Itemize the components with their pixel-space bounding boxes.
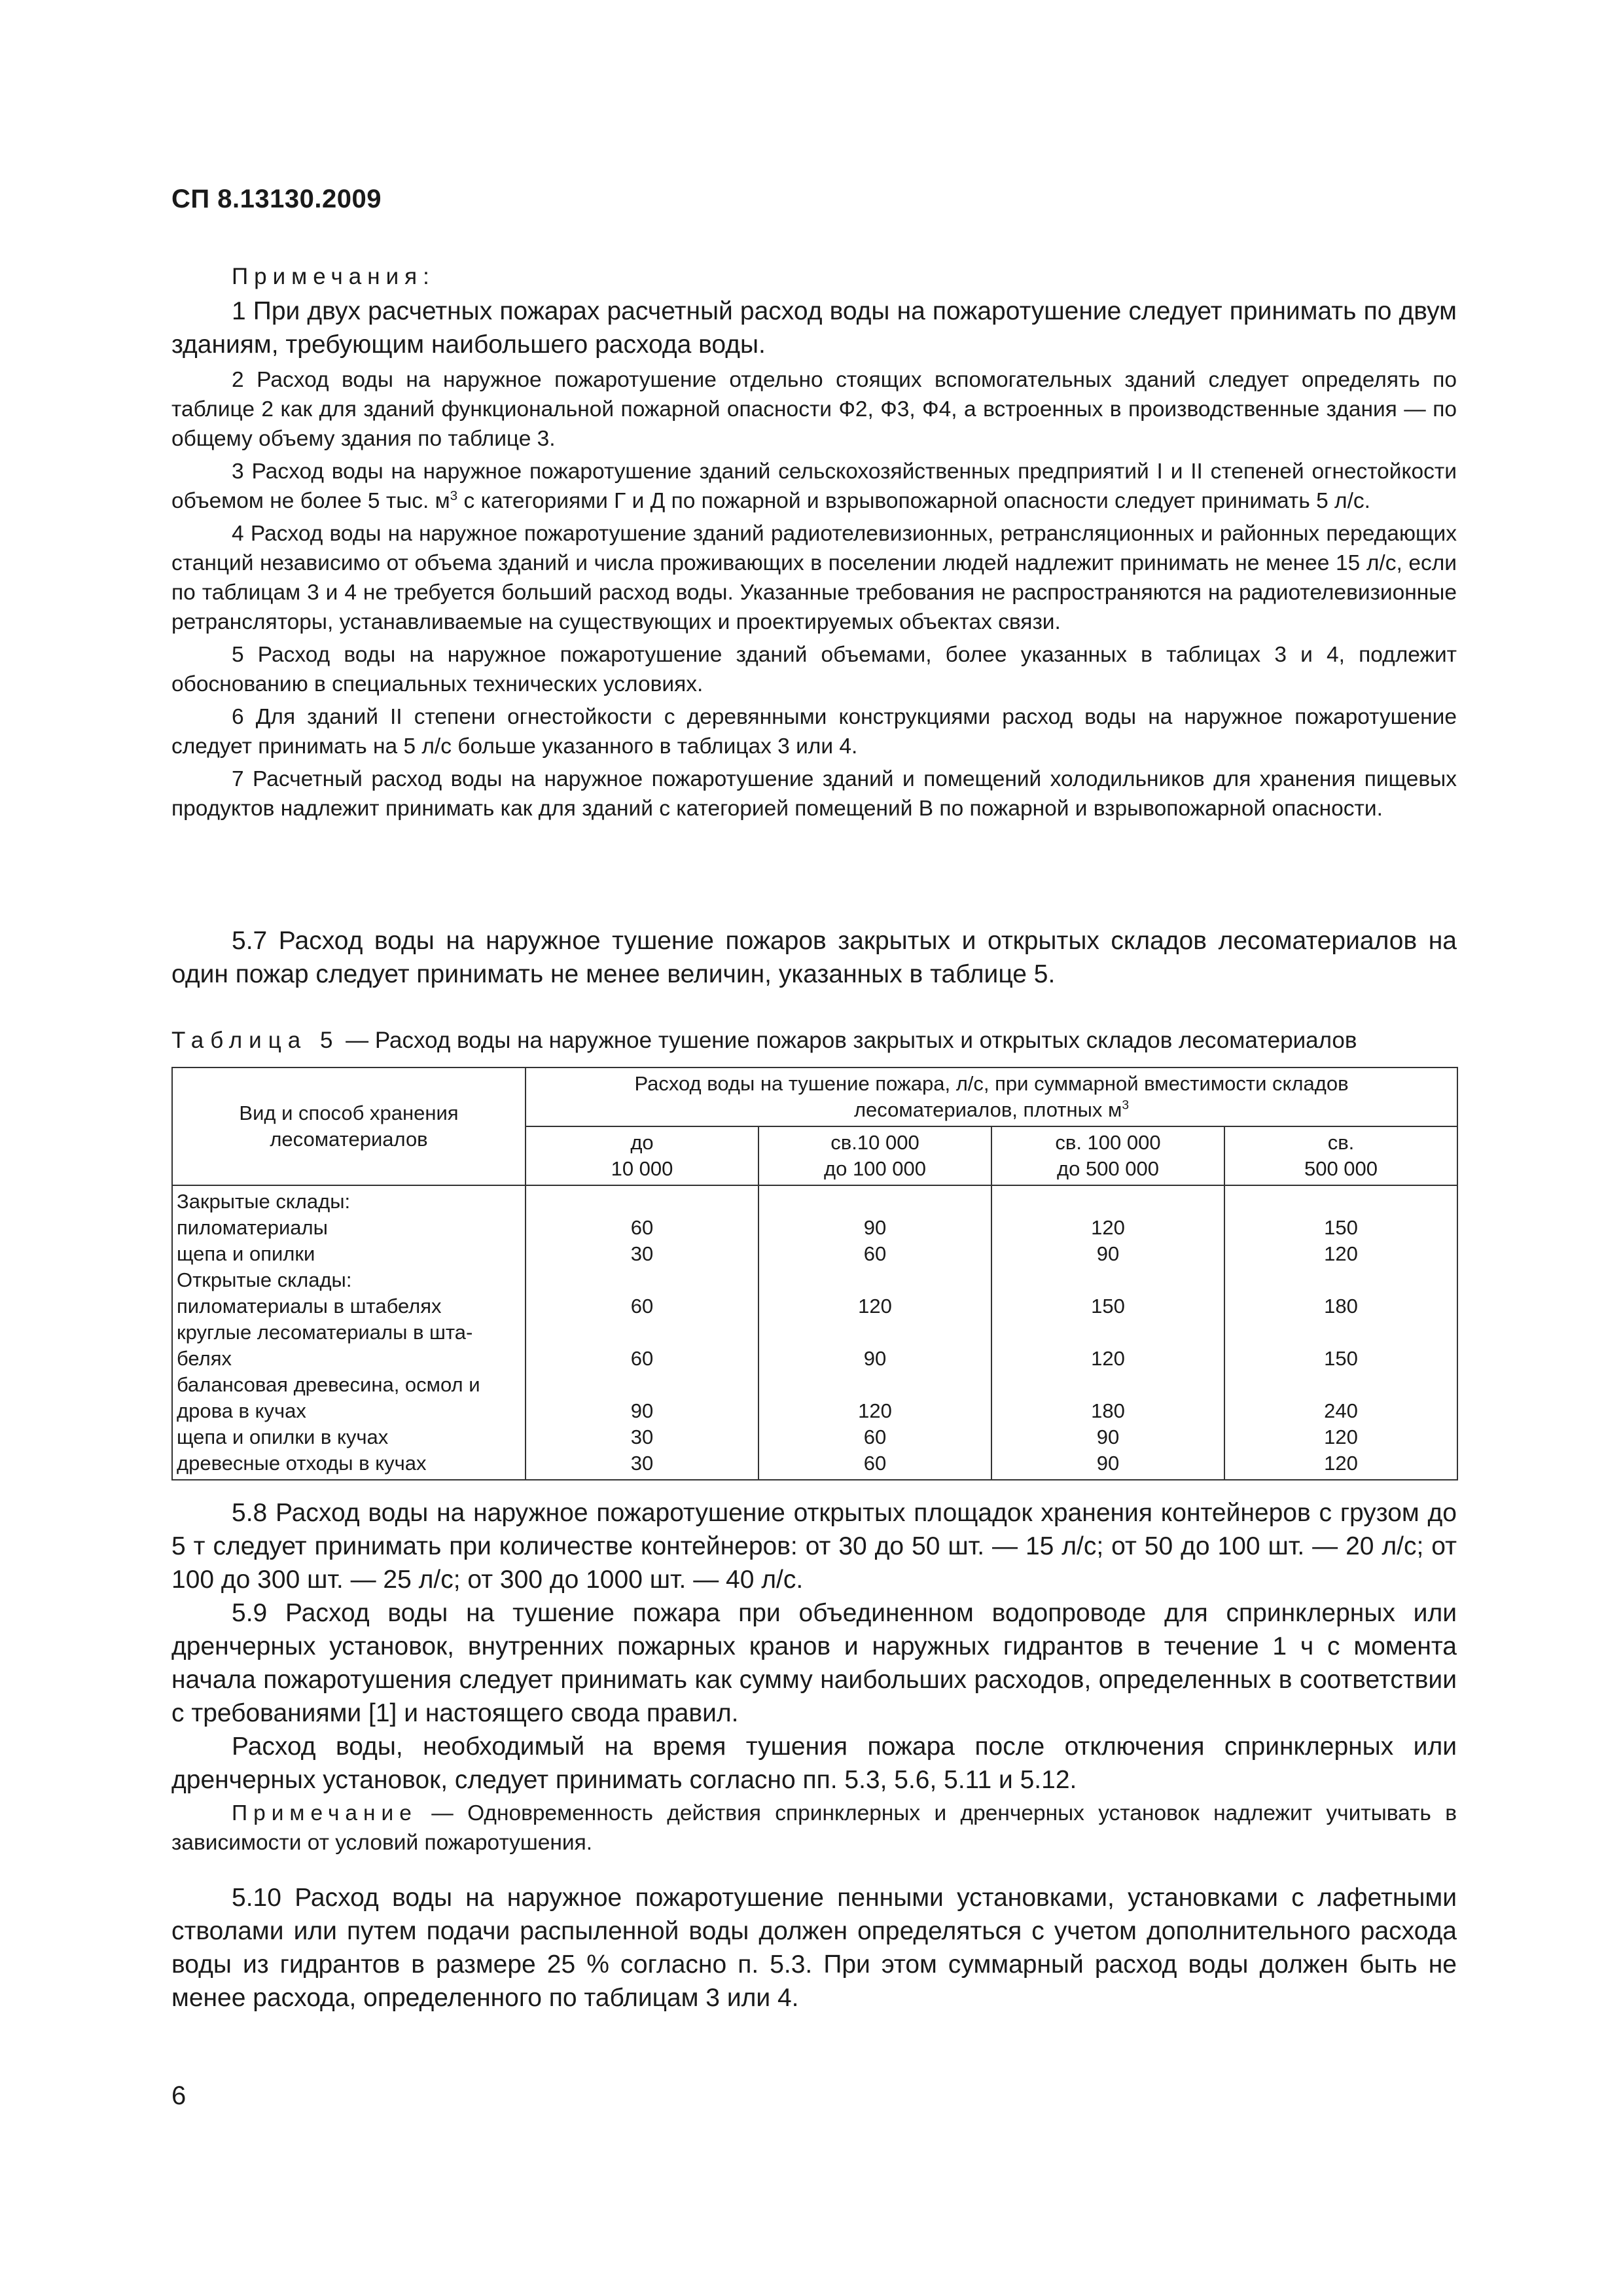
row-name: пиломатериалы (172, 1215, 526, 1241)
header-col-2 (758, 1126, 991, 1185)
table-5-caption-label: Таблица 5 (171, 1028, 340, 1053)
clause-5-9-continuation: Расход воды, необходимый на время тушения пожара после отключения спринклерных или дренчерных установок, следует принимать согласно пп. 5.3, 5.6, 5.11 и 5.12. (171, 1732, 1457, 1794)
row-name: щепа и опилки в кучах (172, 1424, 526, 1450)
cell-value: 60 (758, 1241, 991, 1267)
cell-value: 150 (1224, 1346, 1457, 1372)
table-5-caption-text: — Расход воды на наружное тушение пожаров закрытых и открытых складов лесоматериалов (339, 1028, 1357, 1053)
cell-value: 60 (526, 1346, 758, 1372)
header-col-1 (526, 1126, 758, 1185)
cell-value: 90 (991, 1424, 1224, 1450)
row-name: круглые лесоматериалы в шта- (172, 1319, 526, 1346)
header-col-3-line2: до 500 000 (1057, 1157, 1159, 1180)
document-code: СП 8.13130.2009 (171, 185, 382, 213)
cell-value: 90 (758, 1215, 991, 1241)
row-name: балансовая древесина, осмол и (172, 1372, 526, 1398)
clause-5-7: 5.7 Расход воды на наружное тушение пожаров закрытых и открытых складов лесоматериалов на один пожар следует принимать не менее величин, указанных в таблице 5. (171, 927, 1457, 988)
cell-value: 240 (1224, 1398, 1457, 1424)
cell-value (758, 1372, 991, 1398)
cell-value (1224, 1185, 1457, 1215)
cell-value: 120 (1224, 1450, 1457, 1480)
header-water-flow-superscript: 3 (1122, 1098, 1130, 1113)
cell-value: 60 (758, 1450, 991, 1480)
cell-value: 60 (758, 1424, 991, 1450)
cell-value: 120 (758, 1398, 991, 1424)
header-col-4-line2: 500 000 (1304, 1157, 1378, 1180)
table-5-container (171, 1067, 1457, 1480)
table-5-caption (171, 1026, 1457, 1055)
table-row (172, 1267, 1457, 1293)
cell-value: 30 (526, 1241, 758, 1267)
cell-value (526, 1267, 758, 1293)
table-row (172, 1346, 1457, 1372)
cell-value (1224, 1372, 1457, 1398)
note-6: 6 Для зданий II степени огнестойкости с деревянными конструкциями расход воды на наружное пожаротушение следует принимать на 5 л/с больше указанного в таблицах 3 или 4. (171, 705, 1457, 759)
note-3-superscript: 3 (450, 488, 458, 503)
cell-value: 90 (991, 1450, 1224, 1480)
single-note (171, 1799, 1457, 1857)
cell-value: 60 (526, 1293, 758, 1319)
cell-value: 90 (991, 1241, 1224, 1267)
header-col-4-line1: св. (1327, 1131, 1355, 1154)
row-name: белях (172, 1346, 526, 1372)
table-row (172, 1241, 1457, 1267)
notes-section (171, 262, 1457, 827)
table-row (172, 1424, 1457, 1450)
header-water-flow-text: Расход воды на тушение пожара, л/с, при суммарной вместимости складов лесоматериалов, плотных м (634, 1072, 1349, 1121)
note-7: 7 Расчетный расход воды на наружное пожаротушение зданий и помещений холодильников для хранения пищевых продуктов надлежит принимать как для зданий с категорией помещений В по пожарной и взрывопожарной опасности. (171, 767, 1457, 821)
cell-value (526, 1372, 758, 1398)
table-row (172, 1319, 1457, 1346)
cell-value: 30 (526, 1450, 758, 1480)
cell-value: 90 (758, 1346, 991, 1372)
cell-value (1224, 1267, 1457, 1293)
header-col-3-line1: св. 100 000 (1055, 1131, 1161, 1154)
table-row (172, 1398, 1457, 1424)
note-3-tail: с категориями Г и Д по пожарной и взрывопожарной опасности следует принимать 5 л/с. (457, 489, 1370, 513)
table-row (172, 1293, 1457, 1319)
cell-value: 180 (1224, 1293, 1457, 1319)
header-storage-type: Вид и способ хранения лесоматериалов (172, 1067, 526, 1185)
header-col-1-line1: до (630, 1131, 654, 1154)
clauses-5-8-5-9-section (171, 1496, 1457, 1797)
row-name: щепа и опилки (172, 1241, 526, 1267)
clause-5-8: 5.8 Расход воды на наружное пожаротушение открытых площадок хранения контейнеров с грузом до 5 т следует принимать при количестве контейнеров: от 30 до 50 шт. — 15 л/с; от 50 до 100 шт. — 20 л/с; от 100 до 300 шт. — 25 л/с; от 300 до 1000 шт. — 40 л/с. (171, 1499, 1457, 1594)
header-col-4 (1224, 1126, 1457, 1185)
header-water-flow (526, 1067, 1457, 1126)
cell-value: 90 (526, 1398, 758, 1424)
cell-value (991, 1267, 1224, 1293)
cell-value: 60 (526, 1215, 758, 1241)
cell-value: 120 (1224, 1241, 1457, 1267)
cell-value: 150 (991, 1293, 1224, 1319)
cell-value: 120 (991, 1346, 1224, 1372)
cell-value (1224, 1319, 1457, 1346)
cell-value (991, 1319, 1224, 1346)
table-row (172, 1372, 1457, 1398)
cell-value (758, 1267, 991, 1293)
note-2: 2 Расход воды на наружное пожаротушение отдельно стоящих вспомогательных зданий следует определять по таблице 2 как для зданий функциональной пожарной опасности Ф2, Ф3, Ф4, а встроенных в производственные здания — по общему объему здания по таблице 3. (171, 368, 1457, 451)
page-number: 6 (171, 2081, 187, 2110)
table-5 (171, 1067, 1458, 1480)
single-note-label: Примечание (232, 1801, 418, 1825)
row-name: Закрытые склады: (172, 1185, 526, 1215)
header-col-1-line2: 10 000 (611, 1157, 673, 1180)
cell-value (758, 1319, 991, 1346)
header-col-2-line1: св.10 000 (830, 1131, 919, 1154)
single-note-text: — Одновременность действия спринклерных и дренчерных установок надлежит учитывать в зависимости от условий пожаротушения. (171, 1801, 1457, 1855)
cell-value (758, 1185, 991, 1215)
table-row (172, 1450, 1457, 1480)
table-row (172, 1185, 1457, 1215)
cell-value (526, 1185, 758, 1215)
row-name: древесные отходы в кучах (172, 1450, 526, 1480)
notes-title: Примечания: (232, 264, 435, 289)
cell-value: 30 (526, 1424, 758, 1450)
clause-5-10-section (171, 1881, 1457, 2015)
single-note-section (171, 1799, 1457, 1857)
cell-value: 120 (991, 1215, 1224, 1241)
clause-5-7-section (171, 924, 1457, 991)
cell-value: 180 (991, 1398, 1224, 1424)
clause-5-10: 5.10 Расход воды на наружное пожаротушение пенными установками, установками с лафетными стволами или путем подачи распыленной воды должен определяться с учетом дополнительного расхода воды из гидрантов в размере 25 % согласно п. 5.3. При этом суммарный расход воды должен быть не менее расхода, определенного по таблицам 3 или 4. (171, 1884, 1457, 2012)
note-3 (171, 457, 1457, 516)
row-name: пиломатериалы в штабелях (172, 1293, 526, 1319)
header-col-2-line2: до 100 000 (824, 1157, 926, 1180)
cell-value (526, 1319, 758, 1346)
cell-value: 150 (1224, 1215, 1457, 1241)
clause-5-9: 5.9 Расход воды на тушение пожара при объединенном водопроводе для спринклерных или дренчерных установок, внутренних пожарных кранов и наружных гидрантов в течение 1 ч с момента начала пожаротушения следует принимать как сумму наибольших расходов, определенных в соответствии с требованиями [1] и настоящего свода правил. (171, 1599, 1457, 1727)
note-4: 4 Расход воды на наружное пожаротушение зданий радиотелевизионных, ретрансляционных и районных передающих станций независимо от объема зданий и числа проживающих в поселении людей надлежит принимать не менее 15 л/с, если по таблицам 3 и 4 не требуется больший расход воды. Указанные требования не распространяются на радиотелевизионные ретрансляторы, устанавливаемые на существующих и проектируемых объектах связи. (171, 522, 1457, 634)
row-name: Открытые склады: (172, 1267, 526, 1293)
cell-value (991, 1185, 1224, 1215)
cell-value: 120 (1224, 1424, 1457, 1450)
note-5: 5 Расход воды на наружное пожаротушение зданий объемами, более указанных в таблицах 3 и 4, подлежит обоснованию в специальных технических условиях. (171, 643, 1457, 696)
cell-value (991, 1372, 1224, 1398)
row-name: дрова в кучах (172, 1398, 526, 1424)
cell-value: 120 (758, 1293, 991, 1319)
table-row (172, 1215, 1457, 1241)
header-col-3 (991, 1126, 1224, 1185)
note-1: 1 При двух расчетных пожарах расчетный расход воды на пожаротушение следует принимать по двум зданиям, требующим наибольшего расхода воды. (171, 297, 1457, 359)
note-3-text: 3 Расход воды на наружное пожаротушение зданий сельскохозяйственных предприятий I и II степеней огнестойкости объемом не более 5 тыс. м (171, 459, 1457, 513)
